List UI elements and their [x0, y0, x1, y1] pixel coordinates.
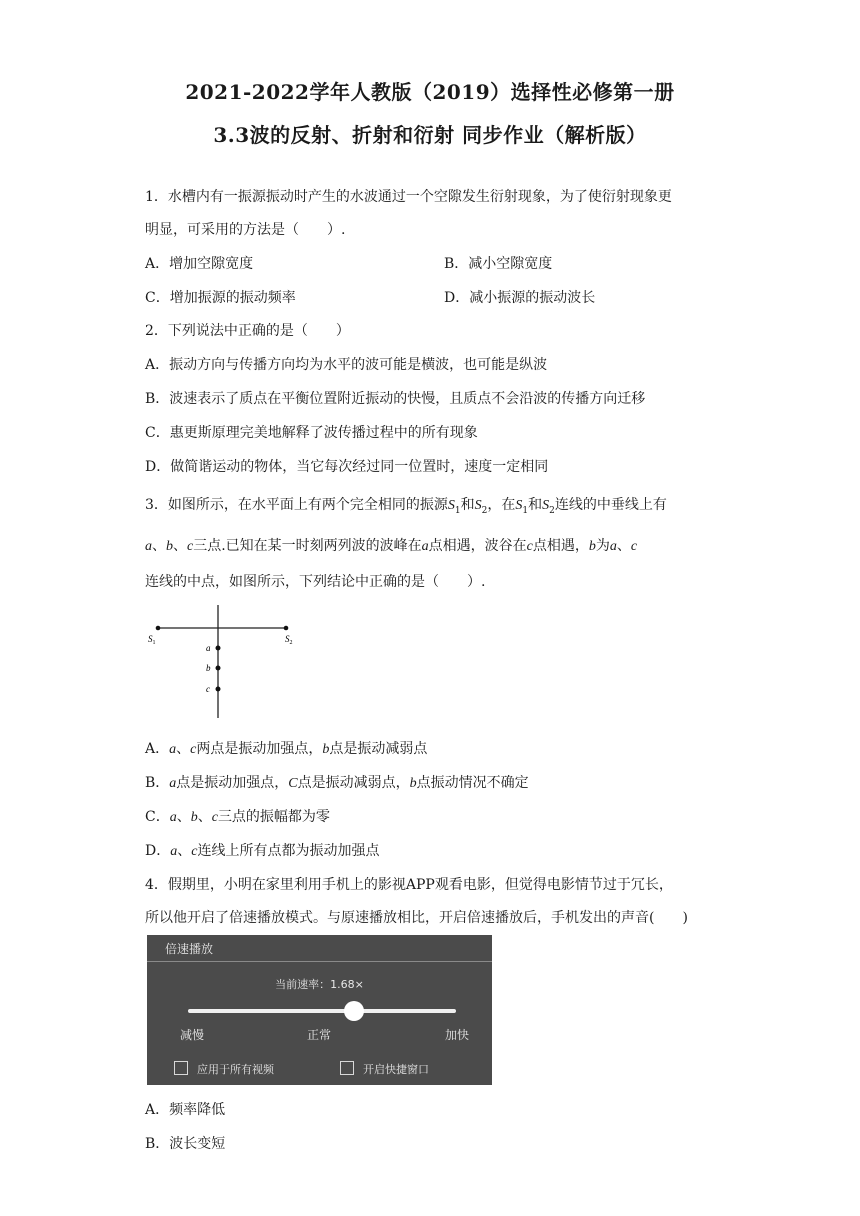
q1-option-b: B．减小空隙宽度	[444, 256, 553, 272]
q4-option-a: A．频率降低	[145, 1102, 226, 1118]
q1-option-d: D．减小振源的振动波长	[444, 290, 596, 306]
q3-stem-line1: 3．如图所示，在水平面上有两个完全相同的振源$S_1$和$S_2$，在$S_1$和$S_2$连线的中垂线上有	[145, 497, 667, 516]
point-c-dot	[216, 687, 221, 692]
q2-option-c: C．惠更斯原理完美地解释了波传播过程中的所有现象	[145, 425, 478, 441]
label-slow: 减慢	[180, 1028, 205, 1042]
q3-option-b: B．a点是振动加强点，C点是振动减弱点，b点振动情况不确定	[145, 775, 529, 791]
label-s2: $S_2$	[285, 634, 293, 646]
doc-title-line2: 3.3波的反射、折射和衍射 同步作业（解析版）	[213, 123, 647, 147]
doc-title-line1: 2021-2022学年人教版（2019）选择性必修第一册	[185, 80, 675, 104]
speed-panel-image	[147, 935, 492, 1085]
quick-window-label: 开启快捷窗口	[363, 1063, 429, 1076]
q3-stem-line3: 连线的中点，如图所示，下列结论中正确的是（ ）.	[145, 574, 486, 590]
q1-option-c: C．增加振源的振动频率	[145, 290, 296, 306]
apply-all-label: 应用于所有视频	[197, 1063, 274, 1076]
q3-option-a: A．a、c两点是振动加强点，b点是振动减弱点	[145, 741, 428, 757]
q2-option-d: D．做简谐运动的物体，当它每次经过同一位置时，速度一定相同	[145, 459, 549, 475]
q4-stem-line1: 4．假期里，小明在家里利用手机上的影视APP观看电影，但觉得电影情节过于冗长，	[145, 877, 673, 893]
q4-option-b: B．波长变短	[145, 1136, 226, 1152]
q2-option-a: A．振动方向与传播方向均为水平的波可能是横波，也可能是纵波	[145, 357, 548, 373]
label-normal: 正常	[307, 1028, 332, 1042]
source-s1-dot	[156, 626, 161, 631]
speed-slider-track	[188, 1009, 456, 1013]
quick-window-checkbox	[340, 1061, 354, 1075]
label-c: c	[206, 684, 210, 694]
label-b: b	[206, 663, 211, 673]
q3-option-d: D．a、c连线上所有点都为振动加强点	[145, 843, 380, 859]
q1-option-a: A．增加空隙宽度	[145, 256, 254, 272]
point-a-dot	[216, 646, 221, 651]
label-s1: $S_1$	[148, 634, 156, 646]
q3-stem-line2: a、b、c三点.已知在某一时刻两列波的波峰在a点相遇，波谷在c点相遇，b为a、c	[145, 538, 638, 554]
q1-stem-line1: 1．水槽内有一振源振动时产生的水波通过一个空隙发生衍射现象，为了使衍射现象更	[145, 189, 672, 205]
q2-option-b: B．波速表示了质点在平衡位置附近振动的快慢，且质点不会沿波的传播方向迁移	[145, 391, 646, 407]
q1-stem-line2: 明显，可采用的方法是（ ）.	[145, 222, 346, 238]
q2-stem: 2．下列说法中正确的是（ ）	[145, 323, 350, 339]
apply-all-checkbox	[174, 1061, 188, 1075]
speed-slider-knob	[344, 1001, 364, 1021]
speed-panel-title: 倍速播放	[165, 942, 214, 956]
label-a: a	[206, 643, 211, 653]
source-s2-dot	[284, 626, 289, 631]
speed-panel-divider	[147, 961, 492, 962]
q4-stem-line2: 所以他开启了倍速播放模式。与原速播放相比，开启倍速播放后，手机发出的声音( )	[145, 910, 688, 926]
current-speed-text: 当前速率：1.68×	[275, 978, 364, 991]
q3-option-c: C．a、b、c三点的振幅都为零	[145, 809, 330, 825]
point-b-dot	[216, 666, 221, 671]
q3-figure	[140, 600, 310, 725]
label-fast: 加快	[445, 1028, 470, 1042]
